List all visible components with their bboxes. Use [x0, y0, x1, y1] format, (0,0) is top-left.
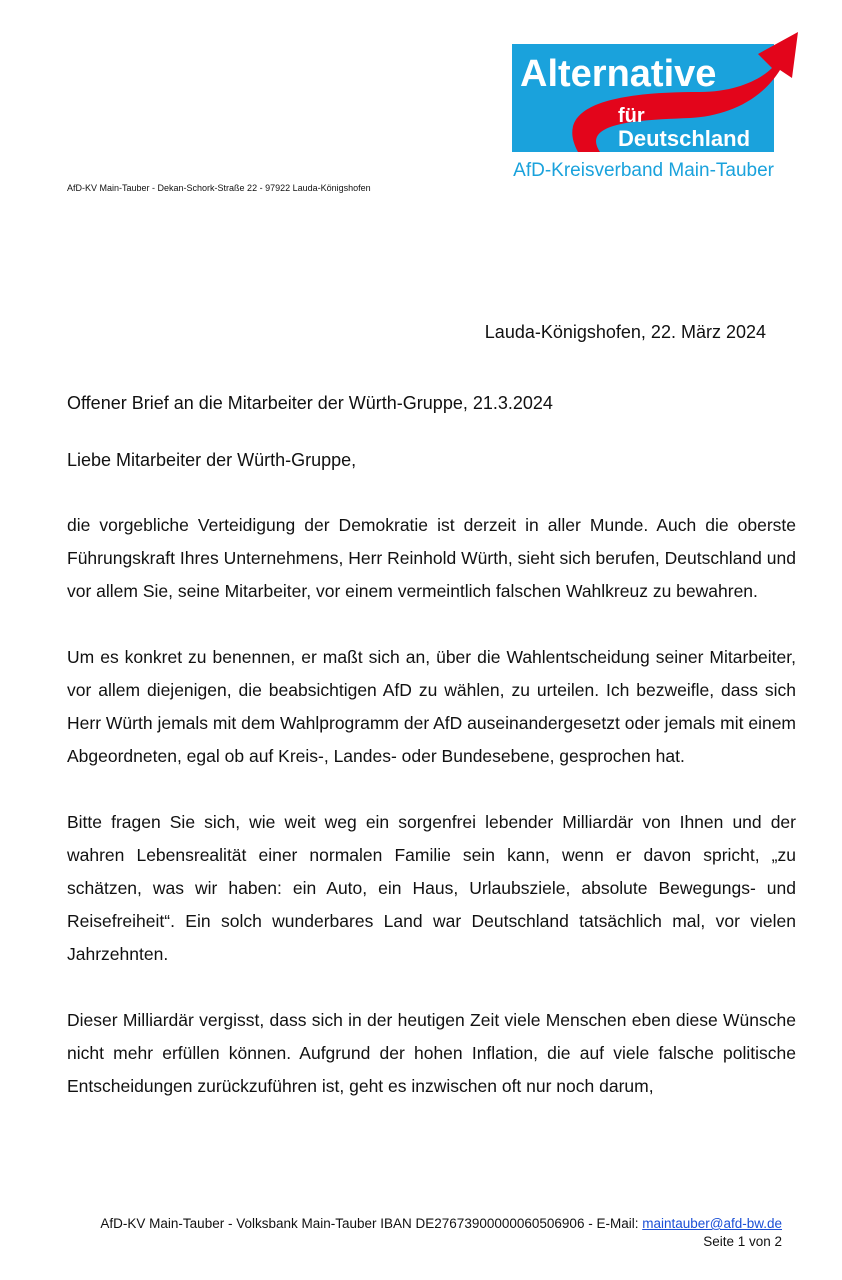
- body-paragraph-3: Bitte fragen Sie sich, wie weit weg ein sorgenfrei lebender Milliardär von Ihnen und der wahren Lebensrealität einer normalen Familie sein kann, wenn er davon spricht, „zu schätzen, was wir haben: ein Auto, ein Haus, Urlaubsziele, absolute Bewegungs- und Reisefreiheit“. Ein solch wunderbares Land war Deutschland tatsächlich mal, vor vielen Jahrzehnten.: [67, 812, 796, 964]
- body-paragraph-1: die vorgebliche Verteidigung der Demokratie ist derzeit in aller Munde. Auch die oberste Führungskraft Ihres Unternehmens, Herr Reinhold Würth, sieht sich berufen, Deutschland und vor allem Sie, seine Mitarbeiter, vor einem vermeintlich falschen Wahlkreuz zu bewahren.: [67, 515, 796, 601]
- footer-bank-line: [78, 1216, 782, 1231]
- logo-word-deutschland: Deutschland: [618, 126, 751, 151]
- afd-logo: [510, 30, 800, 162]
- footer-email-link[interactable]: maintauber@afd-bw.de: [642, 1216, 782, 1231]
- body-paragraph-4: Dieser Milliardär vergisst, dass sich in der heutigen Zeit viele Menschen eben diese Wünsche nicht mehr erfüllen können. Aufgrund der hohen Inflation, die auf viele falsche politische Entscheidungen zurückzuführen ist, geht es inzwischen oft nur noch darum,: [67, 1010, 796, 1096]
- return-address: AfD-KV Main-Tauber - Dekan-Schork-Straße 22 - 97922 Lauda-Königshofen: [67, 183, 371, 193]
- afd-logo-graphic: [510, 30, 800, 162]
- page-number: Seite 1 von 2: [703, 1234, 782, 1249]
- salutation: Liebe Mitarbeiter der Würth-Gruppe,: [67, 450, 357, 470]
- body-paragraph-2: Um es konkret zu benennen, er maßt sich an, über die Wahlentscheidung seiner Mitarbeiter, vor allem diejenigen, die beabsichtigen AfD zu wählen, zu urteilen. Ich bezweifle, dass sich Herr Würth jemals mit dem Wahlprogramm der AfD auseinandergesetzt oder jemals mit einem Abgeordneten, egal ob auf Kreis-, Landes- oder Bundesebene, gesprochen hat.: [67, 647, 796, 766]
- kreisverband-name: AfD-Kreisverband Main-Tauber: [513, 160, 774, 181]
- logo-word-alternative: Alternative: [520, 53, 717, 95]
- logo-word-fuer: für: [618, 105, 645, 127]
- footer-bank-details: AfD-KV Main-Tauber - Volksbank Main-Tauber IBAN DE27673900000060506906 - E-Mail:: [100, 1216, 643, 1231]
- place-and-date: Lauda-Königshofen, 22. März 2024: [484, 322, 766, 342]
- letter-body: [67, 509, 796, 1136]
- letter-subject: Offener Brief an die Mitarbeiter der Würth-Gruppe, 21.3.2024: [67, 393, 553, 413]
